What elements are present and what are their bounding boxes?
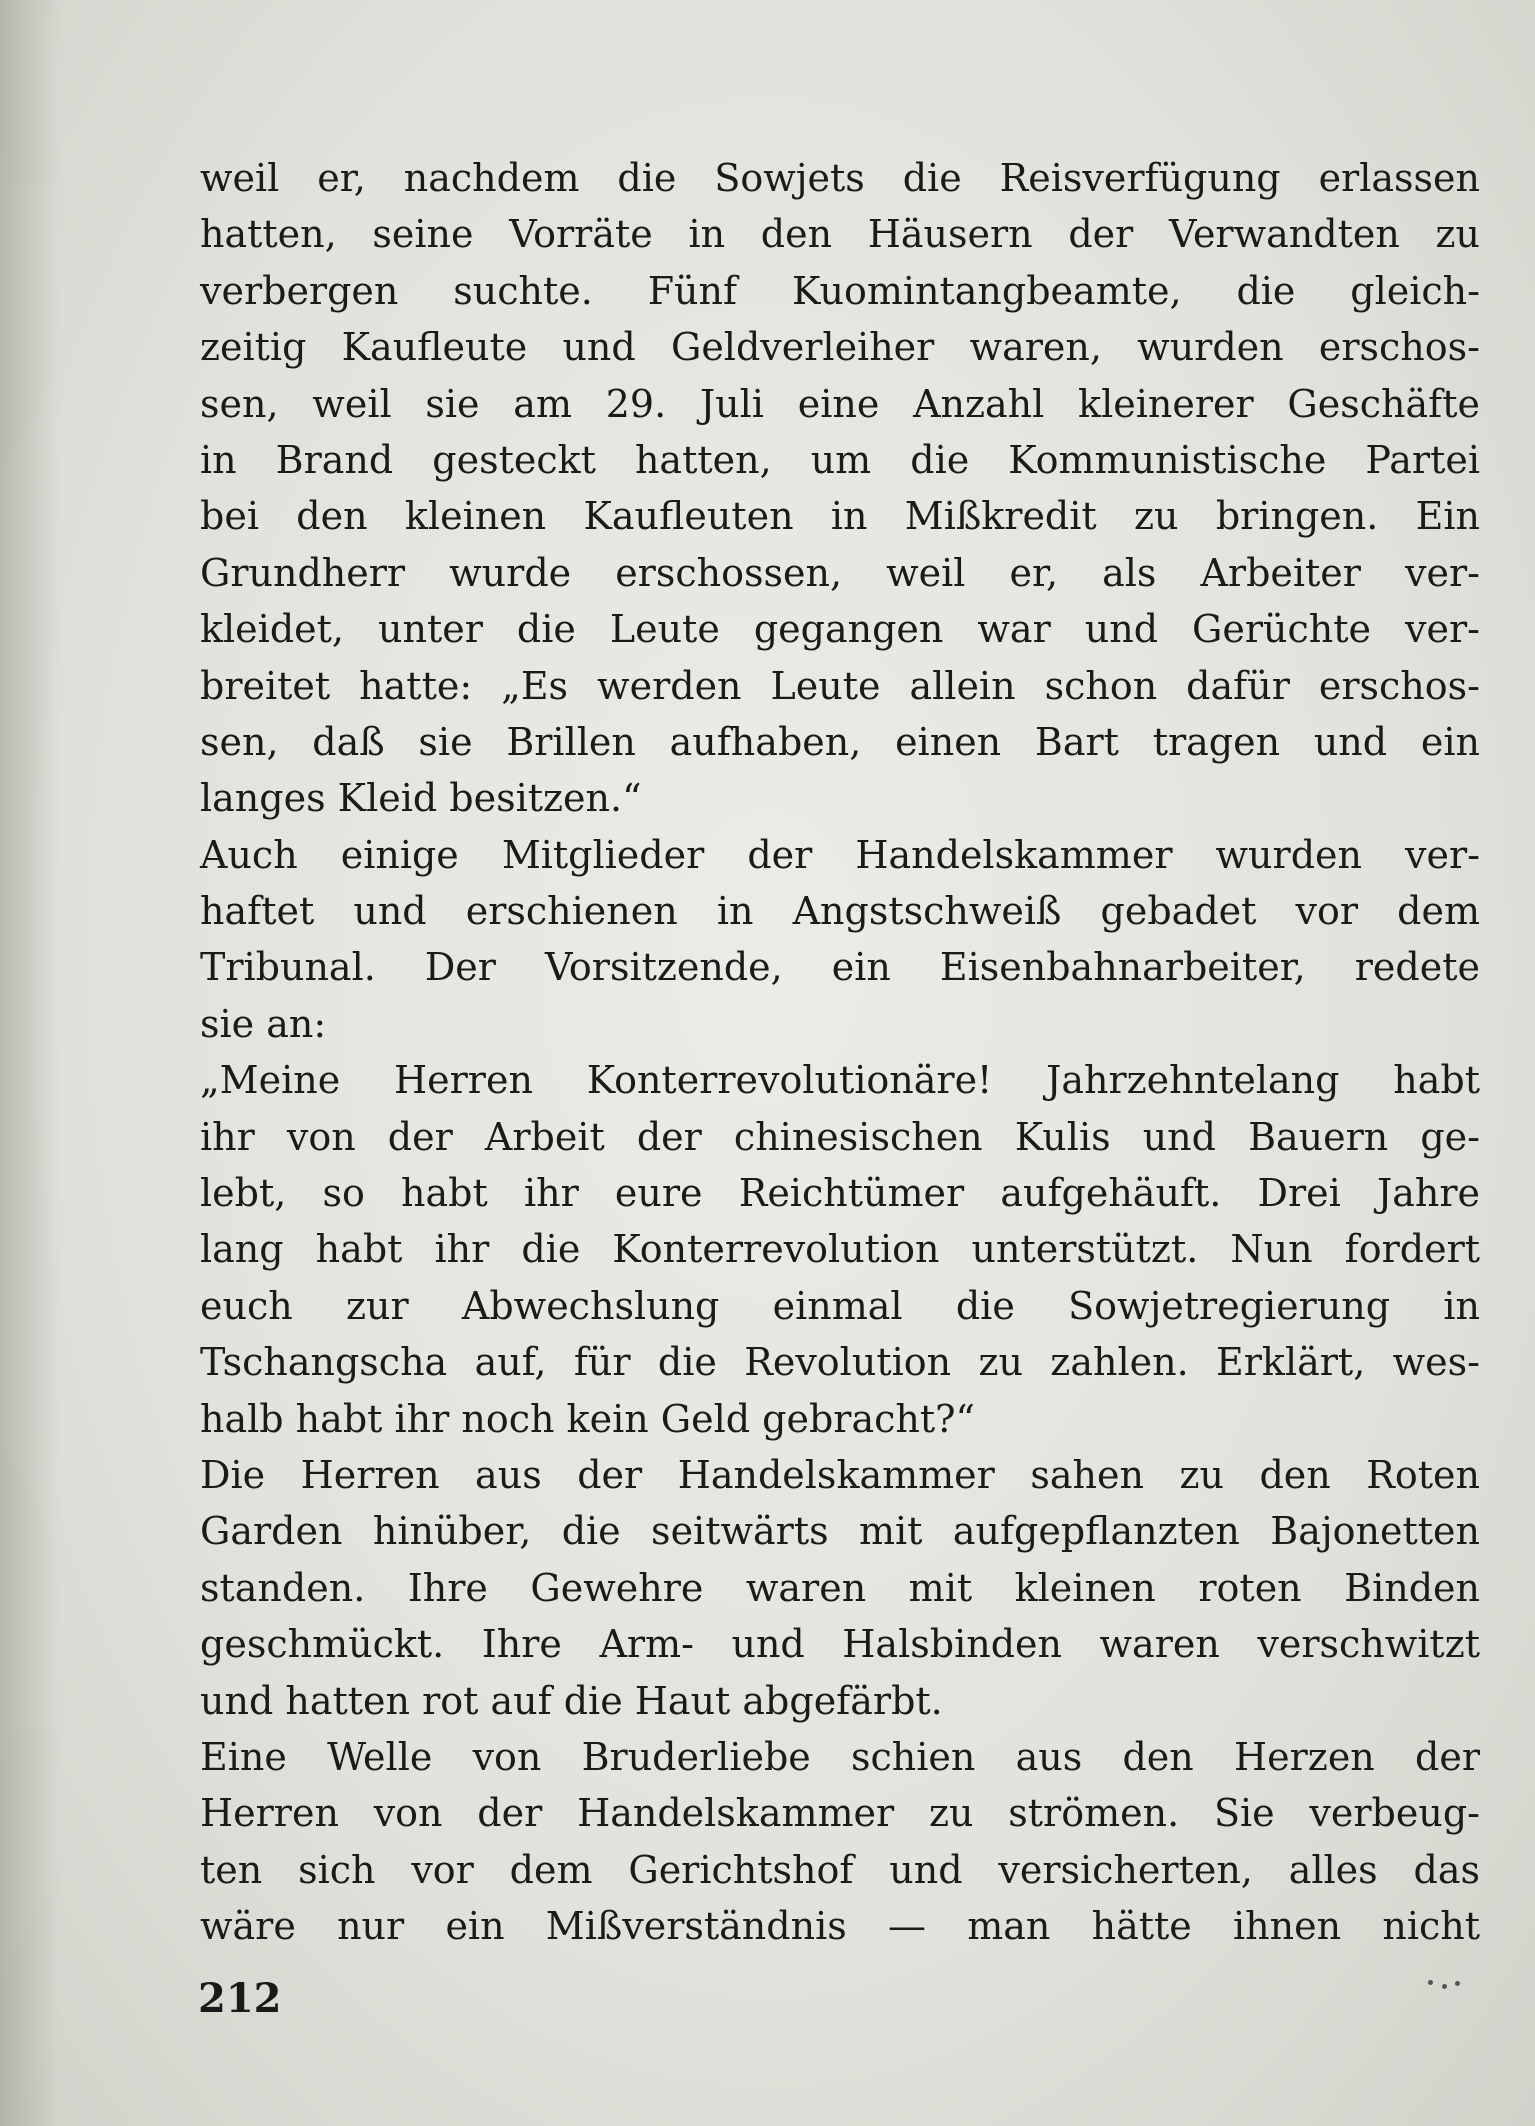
text-line: Tschangscha auf, für die Revolution zu zahlen. Erklärt, wes- [200, 1340, 1480, 1385]
text-line: „Meine Herren Konterrevolutionäre! Jahrzehntelang habt [200, 1058, 1480, 1103]
text-line: Auch einige Mitglieder der Handelskammer wurden ver- [200, 832, 1480, 877]
text-line: Garden hinüber, die seitwärts mit aufgepflanzten Bajonetten [200, 1509, 1480, 1554]
text-line: lebt, so habt ihr eure Reichtümer aufgehäuft. Drei Jahre [200, 1171, 1480, 1216]
text-line: sie an: [200, 1001, 327, 1046]
print-mark [1428, 1978, 1462, 1994]
text-line: in Brand gesteckt hatten, um die Kommunistische Partei [200, 437, 1480, 482]
text-line: standen. Ihre Gewehre waren mit kleinen roten Binden [200, 1565, 1480, 1610]
text-line: Grundherr wurde erschossen, weil er, als Arbeiter ver- [200, 550, 1480, 595]
text-line: ten sich vor dem Gerichtshof und versicherten, alles das [200, 1847, 1480, 1892]
text-line: sen, weil sie am 29. Juli eine Anzahl kleinerer Geschäfte [200, 381, 1480, 426]
text-line: langes Kleid besitzen.“ [200, 776, 642, 821]
text-line: und hatten rot auf die Haut abgefärbt. [200, 1678, 943, 1723]
text-line: breitet hatte: „Es werden Leute allein schon dafür erschos- [200, 663, 1480, 708]
text-line: euch zur Abwechslung einmal die Sowjetregierung in [200, 1283, 1480, 1328]
text-line: halb habt ihr noch kein Geld gebracht?“ [200, 1396, 975, 1441]
binding-shadow [0, 0, 60, 2126]
text-line: ihr von der Arbeit der chinesischen Kulis und Bauern ge- [200, 1114, 1480, 1159]
text-line: zeitig Kaufleute und Geldverleiher waren, wurden erschos- [200, 325, 1480, 370]
text-line: Eine Welle von Bruderliebe schien aus den Herzen der [200, 1734, 1480, 1779]
text-line: hatten, seine Vorräte in den Häusern der Verwandten zu [200, 212, 1480, 257]
text-line: geschmückt. Ihre Arm- und Halsbinden waren verschwitzt [200, 1622, 1480, 1667]
text-line: verbergen suchte. Fünf Kuomintangbeamte, die gleich- [200, 268, 1480, 313]
text-line: wäre nur ein Mißverständnis — man hätte ihnen nicht [200, 1904, 1480, 1949]
text-line: Die Herren aus der Handelskammer sahen zu den Roten [200, 1452, 1480, 1497]
page-number: 212 [198, 1975, 282, 2022]
text-line: Herren von der Handelskammer zu strömen. Sie verbeug- [200, 1791, 1480, 1836]
text-line: Tribunal. Der Vorsitzende, ein Eisenbahnarbeiter, redete [200, 945, 1480, 990]
text-line: haftet und erschienen in Angstschweiß gebadet vor dem [200, 889, 1480, 934]
text-line: bei den kleinen Kaufleuten in Mißkredit zu bringen. Ein [200, 494, 1480, 539]
body-text [200, 150, 1480, 1955]
text-line: lang habt ihr die Konterrevolution unterstützt. Nun fordert [200, 1227, 1480, 1272]
text-line: weil er, nachdem die Sowjets die Reisverfügung erlassen [200, 156, 1480, 200]
text-line: sen, daß sie Brillen aufhaben, einen Bart tragen und ein [200, 719, 1480, 764]
text-line: kleidet, unter die Leute gegangen war und Gerüchte ver- [200, 607, 1480, 652]
